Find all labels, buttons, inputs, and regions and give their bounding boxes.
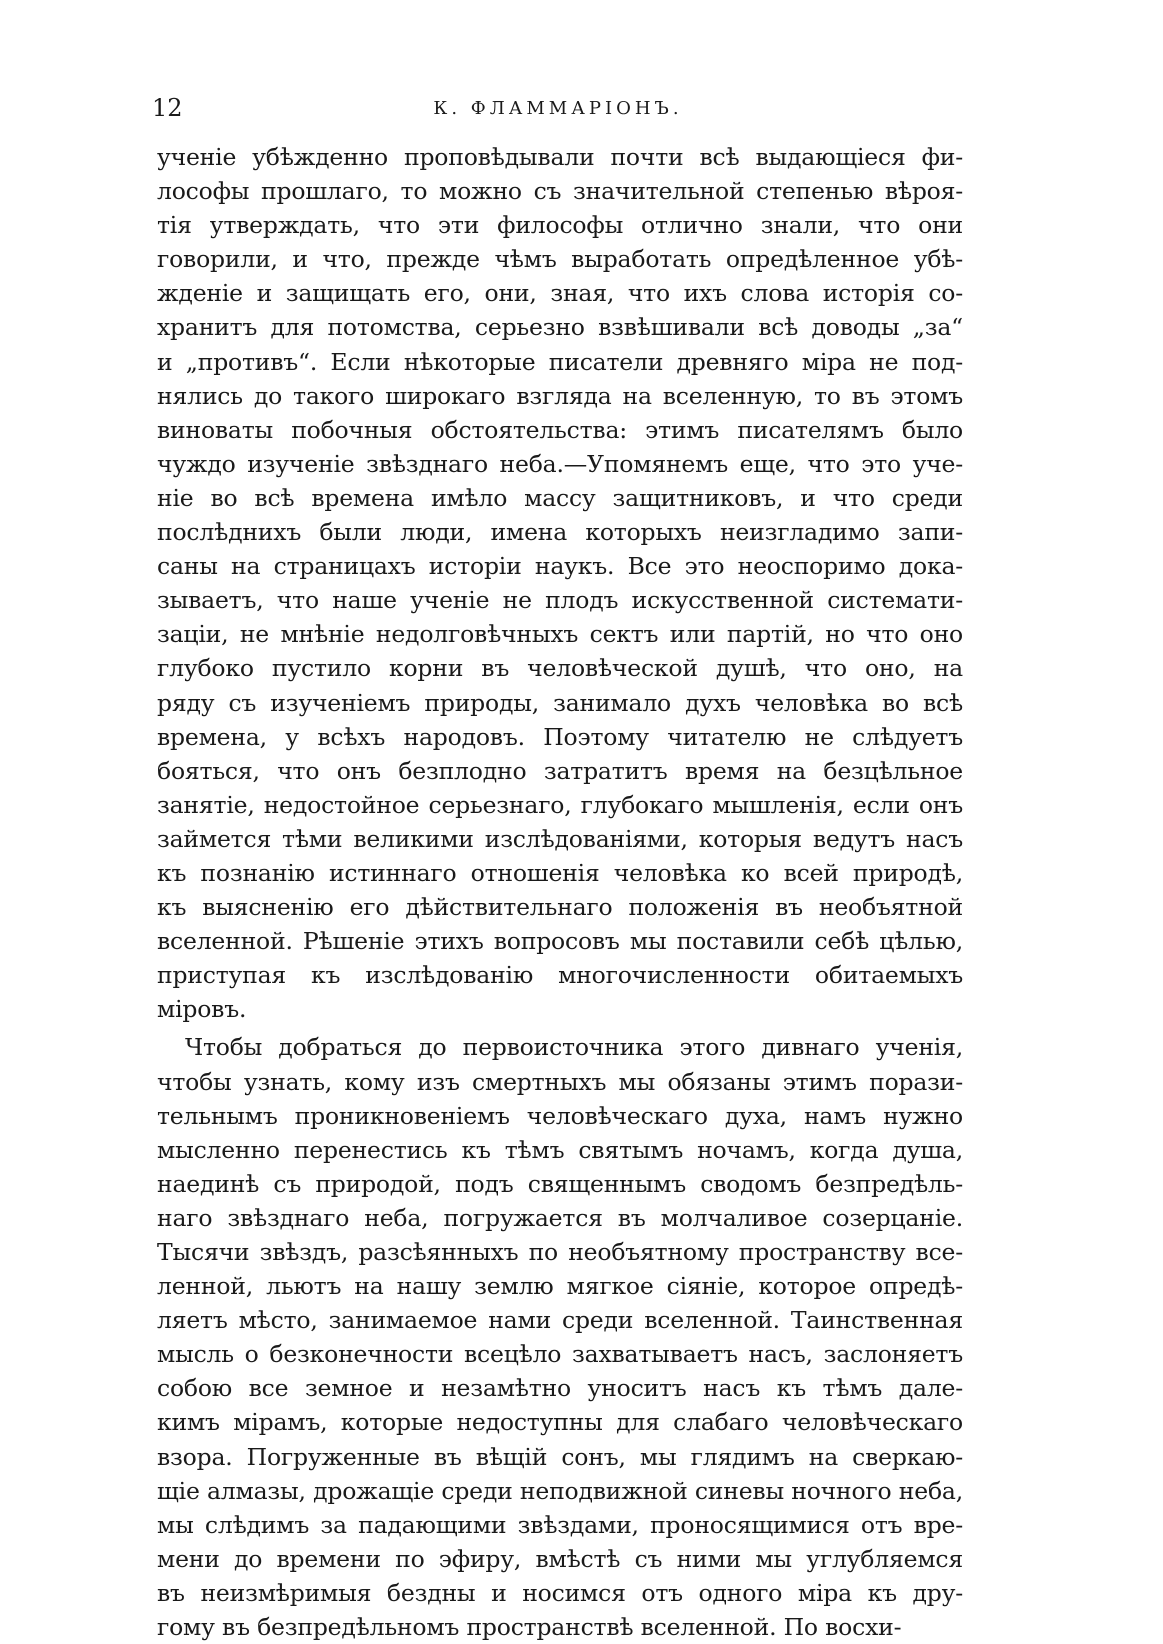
- running-head: К. ФЛАММАРІОНЪ.: [433, 98, 683, 119]
- page-header: [152, 92, 964, 132]
- text-line: Тысячи звѣздъ, разсѣянныхъ по необъятному пространству все-: [157, 1238, 963, 1266]
- text-line: мени до времени по эфиру, вмѣстѣ съ ними мы углубляемся: [157, 1544, 963, 1573]
- text-line: вселенной. Рѣшеніе этихъ вопросовъ мы поставили себѣ цѣлью,: [157, 927, 963, 956]
- text-line: послѣднихъ были люди, имена которыхъ неизгладимо запи-: [157, 518, 963, 547]
- text-line: приступая къ изслѣдованію многочисленности обитаемыхъ: [157, 961, 963, 990]
- body-text: [157, 140, 963, 1644]
- text-line: займется тѣми великими изслѣдованіями, которыя ведутъ насъ: [157, 824, 963, 853]
- text-line: бояться, что онъ безплодно затратитъ время на безцѣльное: [157, 756, 963, 785]
- text-line: гому въ безпредѣльномъ пространствѣ вселенной. По восхи-: [157, 1613, 902, 1642]
- text-line: щіе алмазы, дрожащіе среди неподвижной синевы ночного неба,: [157, 1476, 963, 1505]
- text-line: мы слѣдимъ за падающими звѣздами, проносящимися отъ вре-: [157, 1510, 963, 1539]
- text-line: саны на страницахъ исторіи наукъ. Все это неоспоримо дока-: [157, 552, 963, 581]
- text-line: чтобы узнать, кому изъ смертныхъ мы обязаны этимъ порази-: [157, 1067, 963, 1096]
- text-line: тельнымъ проникновеніемъ человѣческаго духа, намъ нужно: [157, 1101, 963, 1130]
- text-line: къ выясненію его дѣйствительнаго положенія въ необъятной: [157, 893, 963, 922]
- text-line: ученіе убѣжденно проповѣдывали почти всѣ выдающіеся фи-: [157, 143, 963, 171]
- text-line: хранитъ для потомства, серьезно взвѣшивали всѣ доводы „за“: [157, 313, 963, 342]
- text-line: кимъ мірамъ, которые недоступны для слабаго человѣческаго: [157, 1408, 963, 1437]
- text-line: зываетъ, что наше ученіе не плодъ искусственной системати-: [157, 586, 963, 615]
- text-line: занятіе, недостойное серьезнаго, глубокаго мышленія, если онъ: [157, 790, 963, 819]
- text-line: и „противъ“. Если нѣкоторые писатели древняго міра не под-: [157, 347, 963, 376]
- text-line: ніе во всѣ времена имѣло массу защитниковъ, и что среди: [157, 483, 963, 512]
- text-line: къ познанію истиннаго отношенія человѣка ко всей природѣ,: [157, 858, 963, 887]
- text-line: мысль о безконечности всецѣло захватываетъ насъ, заслоняетъ: [157, 1340, 963, 1369]
- text-line: въ неизмѣримыя бездны и носимся отъ одного міра къ дру-: [157, 1578, 963, 1607]
- page-number: 12: [152, 94, 183, 122]
- text-line: ряду съ изученіемъ природы, занимало духъ человѣка во всѣ: [157, 688, 963, 717]
- text-line: взора. Погруженные въ вѣщій сонъ, мы глядимъ на сверкаю-: [157, 1442, 963, 1471]
- text-line: времена, у всѣхъ народовъ. Поэтому читателю не слѣдуетъ: [157, 722, 963, 751]
- text-line: міровъ.: [157, 995, 247, 1024]
- text-line: лософы прошлаго, то можно съ значительной степенью вѣроя-: [157, 177, 963, 206]
- text-line: чуждо изученіе звѣзднаго неба.—Упомянемъ еще, что это уче-: [157, 449, 963, 478]
- text-line: глубоко пустило корни въ человѣческой душѣ, что оно, на: [157, 654, 963, 683]
- text-line: наединѣ съ природой, подъ священнымъ сводомъ безпредѣль-: [157, 1169, 963, 1198]
- text-line: нялись до такого широкаго взгляда на вселенную, то въ этомъ: [157, 381, 963, 410]
- text-line: виноваты побочныя обстоятельства: этимъ писателямъ было: [157, 415, 963, 444]
- text-line: собою все земное и незамѣтно уноситъ насъ къ тѣмъ дале-: [157, 1374, 963, 1403]
- text-line: ленной, льютъ на нашу землю мягкое сіяніе, которое опредѣ-: [157, 1272, 963, 1301]
- paragraph-1: [157, 140, 963, 1026]
- text-line: Чтобы добраться до первоисточника этого дивнаго ученія,: [185, 1033, 963, 1062]
- text-line: наго звѣзднаго неба, погружается въ молчаливое созерцаніе.: [157, 1203, 963, 1232]
- paragraph-2: [157, 1030, 963, 1644]
- text-line: говорили, и что, прежде чѣмъ выработать опредѣленное убѣ-: [157, 245, 963, 274]
- text-line: заціи, не мнѣніе недолговѣчныхъ сектъ или партій, но что оно: [157, 620, 963, 649]
- text-line: мысленно перенестись къ тѣмъ святымъ ночамъ, когда душа,: [157, 1135, 963, 1164]
- text-line: жденіе и защищать его, они, зная, что ихъ слова исторія со-: [157, 279, 963, 308]
- text-line: ляетъ мѣсто, занимаемое нами среди вселенной. Таинственная: [157, 1306, 963, 1335]
- text-line: тія утверждать, что эти философы отлично знали, что они: [157, 211, 963, 240]
